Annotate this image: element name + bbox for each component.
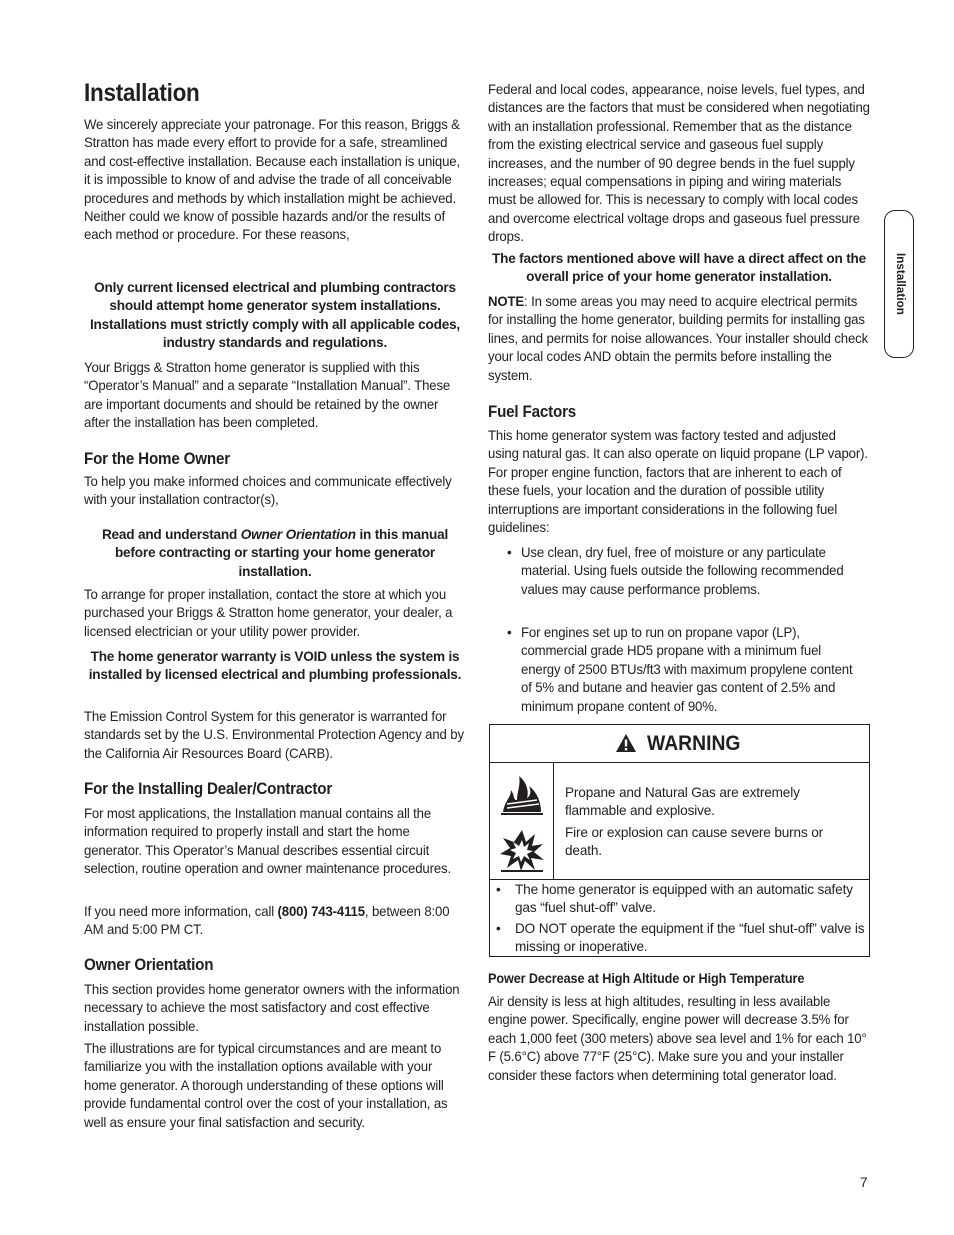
call-paragraph xyxy=(84,903,462,940)
phone-number: (800) 743-4115 xyxy=(277,904,365,919)
fuel-bullet-2-text: For engines set up to run on propane vapor (LP), commercial grade HD5 propane with a minimum fuel energy of 2500 BTUs/ft3 with maximum propylene content of 5% and butane and heavier gas content of 2.5% and minimum propane content of 90%. xyxy=(521,625,853,714)
note-paragraph xyxy=(488,293,868,385)
heading-home-owner: For the Home Owner xyxy=(84,450,230,468)
warning-header xyxy=(490,725,869,763)
intro-paragraph: We sincerely appreciate your patronage. For this reason, Briggs & Stratton has made every effort to provide for a safe, streamlined and cost-effective installation. Because each installation is unique, it is impossible to know of and advise the trade of all conceivable procedures and methods by which installation might be achieved. Neither could we know of possible hazards and/or the results of each method or procedure. For these reasons, xyxy=(84,117,461,243)
fuel-bullet-1-text: Use clean, dry fuel, free of moisture or any particulate material. Using fuels outside the following recommended values may cause performance problems. xyxy=(521,545,844,597)
arrange-paragraph: To arrange for proper installation, contact the store at which you purchased your Briggs & Stratton home generator, your dealer, a licensed electrician or your utility power provider. xyxy=(84,587,453,639)
warning-divider xyxy=(490,879,869,880)
bullet-dot: • xyxy=(496,882,501,897)
side-tab-label: Installation xyxy=(894,253,906,315)
fuel-paragraph: This home generator system was factory tested and adjusted using natural gas. It can also operate on liquid propane (LP vapor). For proper engine function, factors that are inherent to each of these fuels, your location and the duration of possible utility interruptions are important considerations in the following fuel guidelines: xyxy=(488,428,868,536)
call-pre: If you need more information, call xyxy=(84,904,278,919)
warning-text-2: Fire or explosion can cause severe burns or death. xyxy=(565,825,824,858)
home-owner-paragraph: To help you make informed choices and communicate effectively with your installation contractor(s), xyxy=(84,474,452,508)
notice-factors: The factors mentioned above will have a direct affect on the overall price of your home generator installation. xyxy=(491,251,866,285)
call-post: , between 8:00 AM and 5:00 PM CT. xyxy=(84,904,450,938)
emission-paragraph: The Emission Control System for this generator is warranted for standards set by the U.S. Environmental Protection Agency and by the California Air Resources Board (CARB). xyxy=(84,709,464,761)
codes-paragraph: Federal and local codes, appearance, noise levels, fuel types, and distances are the factors that must be considered when negotiating with an installation professional. Remember that as the distance from the existing electrical service and gaseous fuel supply increases, and the number of 90 degree bends in the fuel supply increases; equal compensations in piping and wiring materials must be allowed for. This is necessary to comply with local codes and overcome electrical voltage drops and gaseous fuel pressure drops. xyxy=(488,82,870,245)
bullet-dot: • xyxy=(496,921,501,936)
bullet-dot: • xyxy=(507,625,512,640)
warning-bullet-2-text: DO NOT operate the equipment if the “fuel shut-off” valve is missing or inoperative. xyxy=(515,921,865,954)
notice-contractors: Only current licensed electrical and plumbing contractors should attempt home generator system installations. Installations must strictly comply with all applicable codes, industry standards and regulations. xyxy=(89,280,461,351)
warning-bullet-2 xyxy=(496,920,866,956)
explosion-hazard-icon xyxy=(499,828,545,872)
notice-read-pre: Read and understand xyxy=(101,527,241,542)
fuel-bullet-2 xyxy=(507,624,862,716)
warning-triangle-icon xyxy=(615,733,637,753)
dealer-paragraph: For most applications, the Installation manual contains all the information required to properly install and start the home generator. This Operator’s Manual describes essential circuit selection, routine operation and owner maintenance procedures. xyxy=(84,806,452,877)
heading-altitude: Power Decrease at High Altitude or High Temperature xyxy=(488,971,805,986)
orientation-paragraph-2: The illustrations are for typical circumstances and are meant to familiarize you with the installation options available with your home generator. A thorough understanding of these options will provide fundamental control over the cost of your installation, as well as ensure your final satisfaction and security. xyxy=(84,1041,448,1130)
supplied-paragraph: Your Briggs & Stratton home generator is supplied with this “Operator’s Manual” and a separate “Installation Manual”. These are important documents and should be retained by the owner after the installation has been completed. xyxy=(84,360,451,431)
heading-orientation: Owner Orientation xyxy=(84,956,214,974)
warning-box xyxy=(489,724,870,957)
note-text: : In some areas you may need to acquire electrical permits for installing the home generator, building permits for installing gas lines, and permits for noise allowances. Your installer should check your local codes AND obtain the permits before installing the system. xyxy=(488,294,869,383)
warning-text-1: Propane and Natural Gas are extremely flammable and explosive. xyxy=(565,785,800,818)
warning-bullet-1 xyxy=(496,881,866,917)
notice-read-post: in this manual before contracting or starting your home generator installation. xyxy=(114,527,449,579)
note-label: NOTE xyxy=(488,294,525,309)
heading-fuel-factors: Fuel Factors xyxy=(488,403,577,421)
notice-read-em: Owner Orientation xyxy=(240,527,356,542)
warning-icon-column xyxy=(490,762,554,879)
notice-warranty: The home generator warranty is VOID unless the system is installed by licensed electrical and plumbing professionals. xyxy=(88,649,462,683)
notice-read-orientation xyxy=(84,526,466,581)
bullet-dot: • xyxy=(507,545,512,560)
warning-title: WARNING xyxy=(646,732,741,755)
altitude-paragraph: Air density is less at high altitudes, resulting in less available engine power. Specifically, engine power will decrease 3.5% for each 1,000 feet (300 meters) above sea level and 1% for each 10° F (5.6°C) above 77°F (25°C). Make sure you and your installer consider these factors when determining total generator load. xyxy=(488,994,867,1083)
heading-dealer: For the Installing Dealer/Contractor xyxy=(84,780,333,798)
orientation-paragraph-1: This section provides home generator owners with the information necessary to achieve the most satisfactory and cost effective installation possible. xyxy=(84,982,460,1034)
warning-bullet-1-text: The home generator is equipped with an automatic safety gas “fuel shut-off” valve. xyxy=(515,882,853,915)
page-number: 7 xyxy=(860,1175,868,1190)
fuel-bullet-1 xyxy=(507,544,862,614)
page-title: Installation xyxy=(84,79,200,107)
fire-hazard-icon xyxy=(499,770,545,816)
